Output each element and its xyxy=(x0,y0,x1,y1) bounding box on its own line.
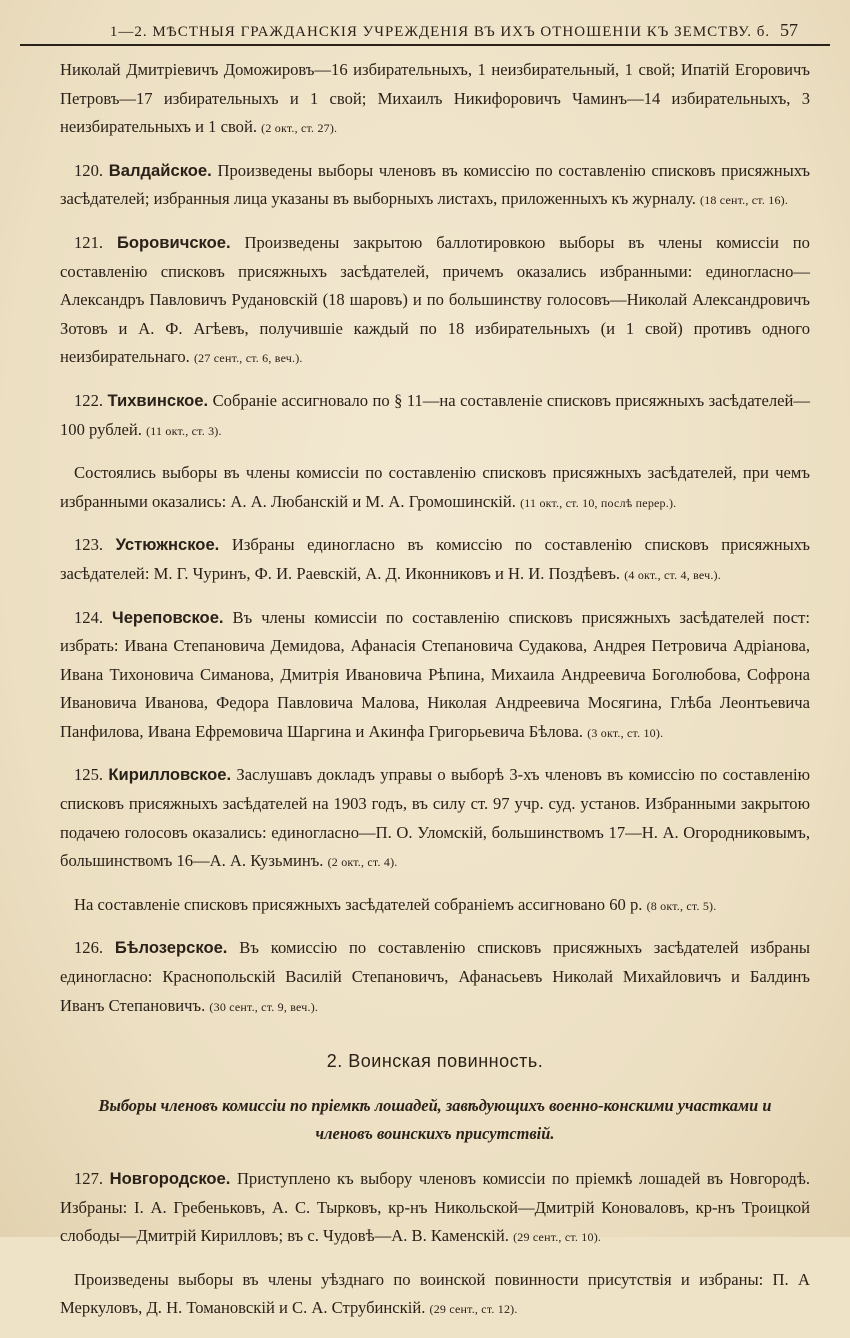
reference: (11 окт., ст. 10, послѣ перер.). xyxy=(520,495,677,510)
reference: (27 сент., ст. 6, веч.). xyxy=(193,351,303,366)
paragraph-121: 121. Боровичское. Произведены закрытою баллотировкою выборы въ члены комиссіи по составленію списковъ присяжныхъ засѣдателей, причемъ оказались избранными: единогласно—Александръ Павловичъ Рудановскій (18 шаровъ) и по большинству голосовъ—Николай Александровичъ Зотовъ и А. Ф. Агѣевъ, получившіе каждый по 18 избирательныхъ (и 1 свой) противъ одного неизбирательнаго. (27 сент., ст. 6, веч.). xyxy=(60,232,810,367)
zemstvo-name: Устюжнское. xyxy=(115,535,220,555)
item-number: 127. xyxy=(74,1169,104,1188)
paragraph-122-cont: Состоялись выборы въ члены комиссіи по составленію списковъ присяжныхъ засѣдателей, при чемъ избранными оказались: А. А. Любанскій и М. А. Громошинскій. (11 окт., ст. 10, послѣ перер.). xyxy=(60,463,810,511)
paragraph-123: 123. Устюжнское. Избраны единогласно въ комиссію по составленію списковъ присяжныхъ засѣдателей: М. Г. Чуринъ, Ф. И. Раевскій, А. Д. Иконниковъ и Н. И. Поздѣевъ. (4 окт., ст. 4, веч.). xyxy=(60,535,811,583)
zemstvo-name: Кирилловское. xyxy=(108,765,232,785)
paragraph-125: 125. Кирилловское. Заслушавъ докладъ управы о выборѣ 3-хъ членовъ въ комиссію по составленію списковъ присяжныхъ засѣдателей на 1903 годъ, въ силу ст. 97 учр. суд. установ. Избранными закрытою подачею голосовъ оказались: единогласно—П. О. Уломскій, большинствомъ 17—Н. А. Огородниковымъ, большинствомъ 16—А. А. Кузьминъ. (2 окт., ст. 4). xyxy=(60,765,810,871)
item-number: 120. xyxy=(74,160,104,180)
section-subtitle: Выборы членовъ комиссіи по пріемкѣ лошадей, завѣдующихъ военно-конскими участками и членовъ воинскихъ присутствій. xyxy=(98,1095,772,1144)
reference: (29 сент., ст. 12). xyxy=(429,1302,518,1317)
item-number: 124. xyxy=(74,607,104,627)
section-title: 2. Воинская повинность. xyxy=(326,1051,544,1072)
page-number: 57 xyxy=(780,20,798,40)
item-number: 123. xyxy=(74,535,104,555)
reference: (18 сент., ст. 16). xyxy=(700,193,789,208)
zemstvo-name: Валдайское. xyxy=(108,160,212,180)
paragraph-127: 127. Новгородское. Приступлено къ выбору членовъ комиссіи по пріемкѣ лошадей въ Новгородѣ. Избраны: І. А. Гребеньковъ, А. С. Тырковъ, кр-нъ Никольской—Дмитрій Коноваловъ, кр-нъ Троицкой слободы—Дмитрій Кирилловъ; въ с. Чудовѣ—А. В. Каменскій. (29 сент., ст. 10). xyxy=(60,1169,810,1246)
paragraph-120: 120. Валдайское. Произведены выборы членовъ въ комиссію по составленію списковъ присяжныхъ засѣдателей; избранныя лица указаны въ выборныхъ листахъ, приложенныхъ къ журналу. (18 сент., ст. 16). xyxy=(60,160,810,209)
reference: (11 окт., ст. 3). xyxy=(146,423,222,438)
header-rule xyxy=(20,44,830,46)
running-head xyxy=(60,20,798,41)
paragraph-126: 126. Бѣлозерское. Въ комиссію по составленію списковъ присяжныхъ засѣдателей избраны единогласно: Краснопольскій Василій Степановичъ, Афанасьевъ Николай Михайловичъ и Балдинъ Иванъ Степановичъ. (30 сент., ст. 9, веч.). xyxy=(60,938,810,1015)
reference: (8 окт., ст. 5). xyxy=(646,898,717,913)
item-number: 125. xyxy=(74,765,104,785)
paragraph-127-cont: Произведены выборы въ члены уѣзднаго по воинской повинности присутствія и избраны: П. А Меркуловъ, Д. Н. Томановскій и С. А. Струбинскій. (29 сент., ст. 12). xyxy=(60,1269,810,1318)
item-number: 122. xyxy=(74,390,104,410)
paragraph-124: 124. Череповское. Въ члены комиссіи по составленію списковъ присяжныхъ засѣдателей пост: избрать: Ивана Степановича Демидова, Афанасія Степановича Судакова, Андрея Петровича Адріанова, Ивана Тихоновича Симанова, Дмитрія Ивановича Рѣпина, Михаила Андреевича Боголюбова, Софрона Ивановича Иванова, Федора Павловича Малова, Николая Андреевича Мосягина, Глѣба Леонтьевича Панфилова, Ивана Ефремовича Шаргина и Акинфа Григорьевича Бѣлова. (3 окт., ст. 10). xyxy=(60,607,810,741)
reference: (30 сент., ст. 9, веч.). xyxy=(209,999,319,1014)
item-number: 126. xyxy=(74,938,104,958)
reference: (2 окт., ст. 27). xyxy=(261,121,338,136)
paragraph-122: 122. Тихвинское. Собраніе ассигновало по § 11—на составленіе списковъ присяжныхъ засѣдателей—100 рублей. (11 окт., ст. 3). xyxy=(60,390,811,439)
zemstvo-name: Тихвинское. xyxy=(107,390,209,410)
reference: (4 окт., ст. 4, веч.). xyxy=(624,567,721,582)
zemstvo-name: Боровичское. xyxy=(116,232,231,252)
paragraph: Николай Дмитріевичъ Доможировъ—16 избирательныхъ, 1 неизбирательный, 1 свой; Ипатій Егоровичъ Петровъ—17 избирательныхъ и 1 свой; Михаилъ Никифоровичъ Чаминъ—14 избирательныхъ, 3 неизбирательныхъ и 1 свой. (2 окт., ст. 27). xyxy=(60,60,810,137)
reference: (3 окт., ст. 10). xyxy=(587,725,664,740)
reference: (29 сент., ст. 10). xyxy=(513,1230,602,1245)
reference: (2 окт., ст. 4). xyxy=(327,855,398,870)
item-number: 121. xyxy=(74,232,104,252)
zemstvo-name: Череповское. xyxy=(112,607,224,627)
running-head-title: 1—2. МѢСТНЫЯ ГРАЖДАНСКІЯ УЧРЕЖДЕНІЯ ВЪ ИХЪ ОТНОШЕНІИ КЪ ЗЕМСТВУ. б. xyxy=(109,24,771,40)
page-body xyxy=(60,56,810,1338)
zemstvo-name: Новгородское. xyxy=(109,1169,231,1188)
paragraph-125-cont: На составленіе списковъ присяжныхъ засѣдателей собраніемъ ассигновано 60 р. (8 окт., ст. 5). xyxy=(74,894,717,914)
zemstvo-name: Бѣлозерское. xyxy=(114,938,228,958)
